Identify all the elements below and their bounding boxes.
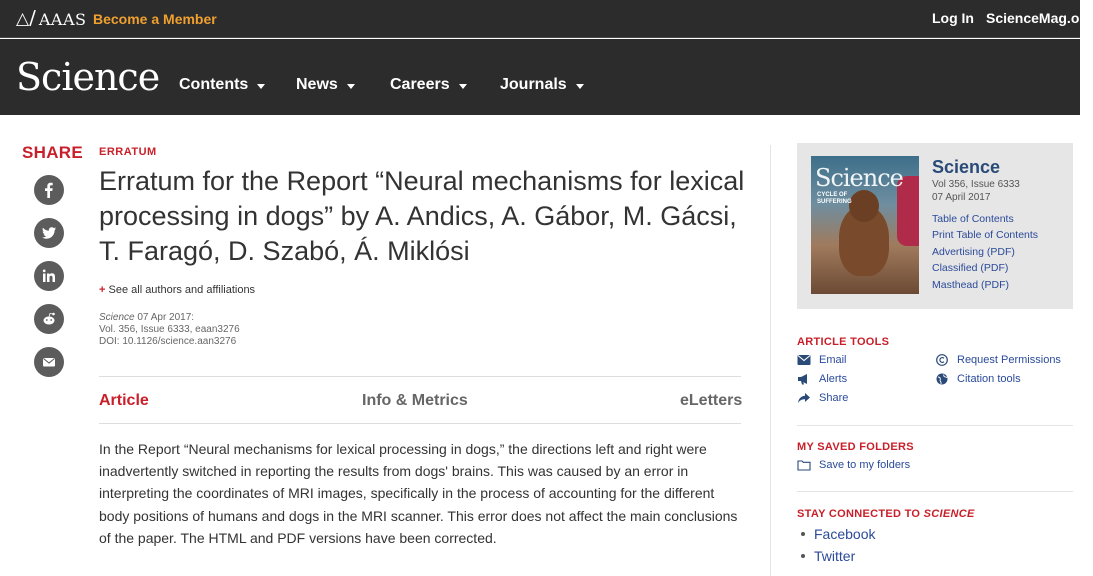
citation-doi: DOI: 10.1126/science.aan3276 — [99, 336, 237, 347]
share-reddit-button[interactable] — [34, 304, 64, 334]
twitter-icon — [41, 225, 57, 241]
tab-article[interactable]: Article — [99, 392, 149, 409]
citation-date: 07 Apr 2017: — [134, 312, 195, 323]
current-issue-box — [797, 143, 1073, 309]
social-facebook-link[interactable] — [801, 526, 875, 542]
plus-icon: + — [99, 284, 106, 296]
bullet-icon — [801, 554, 805, 558]
nav-contents-label: Contents — [179, 76, 249, 93]
column-divider — [770, 145, 771, 576]
issue-cover-image[interactable] — [811, 156, 919, 294]
linkedin-icon — [41, 268, 57, 284]
nav-news-label: News — [296, 76, 338, 93]
issue-journal-name[interactable]: Science — [932, 157, 1001, 177]
nav-journals[interactable] — [500, 76, 584, 94]
folder-icon — [797, 459, 811, 471]
article-body: In the Report “Neural mechanisms for lexical processing in dogs,” the directions left and right were inadvertently switched in reporting the results from dogs' brains. This was caused by an error in interpreting the coordinates of MRI images, specifically in the process of accounting for the different body positions of humans and dogs in the MRI scanner. This error does not affect the main conclusions of the paper. The HTML and PDF versions have been corrected. — [99, 441, 738, 546]
tool-alerts[interactable] — [797, 373, 847, 385]
nav-news[interactable] — [296, 76, 355, 94]
tab-eletters[interactable]: eLetters — [680, 392, 743, 409]
issue-print-toc-link[interactable]: Print Table of Contents — [932, 229, 1039, 241]
social-twitter-label: Twitter — [814, 548, 856, 564]
social-twitter-link[interactable] — [801, 548, 855, 564]
issue-masthead-link[interactable]: Masthead (PDF) — [932, 279, 1010, 291]
sciencemag-link[interactable]: ScienceMag.org — [986, 10, 1093, 26]
share-heading: SHARE — [22, 143, 84, 162]
facebook-icon — [41, 182, 57, 198]
issue-volume-info — [932, 178, 1020, 204]
article-type-label: ERRATUM — [99, 146, 157, 158]
share-twitter-button[interactable] — [34, 218, 64, 248]
share-email-button[interactable] — [34, 347, 64, 377]
saved-folders-heading: MY SAVED FOLDERS — [797, 441, 914, 453]
tool-email-label: Email — [819, 354, 847, 366]
tool-alerts-label: Alerts — [819, 373, 848, 385]
nav-journals-label: Journals — [500, 76, 567, 93]
issue-table-of-contents-link[interactable]: Table of Contents — [932, 213, 1014, 225]
issue-advertising-link[interactable]: Advertising (PDF) — [932, 246, 1015, 258]
main-nav — [0, 39, 1080, 115]
tool-citation[interactable] — [935, 373, 1021, 385]
article-tools-heading: ARTICLE TOOLS — [797, 336, 890, 348]
cover-headline-line-1: CYCLE OF — [817, 192, 848, 198]
email-icon — [41, 354, 57, 370]
article-title: Erratum for the Report “Neural mechanisms for lexical processing in dogs” by A. Andics, A. Gábor, M. Gácsi, T. Faragó, D. Szabó, Á. Miklósi — [99, 166, 745, 266]
envelope-icon — [797, 354, 811, 366]
copyright-icon — [935, 354, 949, 366]
social-facebook-label: Facebook — [814, 526, 876, 542]
nav-careers-label: Careers — [390, 76, 450, 93]
citation-journal: Science — [99, 312, 135, 323]
issue-volume: Vol 356, Issue 6333 — [932, 179, 1020, 190]
tool-email[interactable] — [797, 354, 847, 366]
top-bar — [0, 0, 1093, 38]
bullet-icon — [801, 532, 805, 536]
cover-logo: Science — [815, 164, 903, 192]
reddit-icon — [41, 311, 57, 327]
section-divider — [797, 425, 1073, 426]
globe-icon — [935, 373, 949, 385]
article-tabs — [99, 376, 741, 424]
chevron-down-icon — [257, 84, 265, 89]
cover-headline-line-2: SUFFERING — [817, 199, 852, 205]
stay-connected-heading — [797, 508, 975, 520]
tab-info-metrics[interactable]: Info & Metrics — [362, 392, 468, 409]
megaphone-icon — [797, 373, 811, 385]
save-to-folders-button[interactable] — [797, 459, 910, 471]
aaas-logo[interactable] — [16, 9, 86, 29]
stay-connected-prefix: STAY CONNECTED TO — [797, 508, 924, 520]
authors-affiliations-label: See all authors and affiliations — [108, 284, 256, 296]
share-linkedin-button[interactable] — [34, 261, 64, 291]
tool-request-permissions-label: Request Permissions — [957, 354, 1061, 366]
article-citation — [99, 312, 240, 348]
issue-date: 07 April 2017 — [932, 192, 991, 203]
stay-connected-brand: SCIENCE — [923, 508, 975, 520]
nav-contents[interactable] — [179, 76, 265, 94]
science-logo[interactable]: Science — [16, 55, 160, 99]
cover-headline — [817, 192, 852, 206]
section-divider — [797, 491, 1073, 492]
cover-figure-head — [849, 190, 879, 222]
tool-share-label: Share — [819, 392, 849, 404]
chevron-down-icon — [347, 84, 355, 89]
aaas-logo-mark-icon: △⧸ — [16, 9, 36, 29]
save-to-folders-label: Save to my folders — [819, 459, 911, 471]
chevron-down-icon — [576, 84, 584, 89]
login-link[interactable]: Log In — [932, 10, 974, 26]
tool-request-permissions[interactable] — [935, 354, 1061, 366]
aaas-logo-text: AAAS — [38, 9, 87, 29]
share-arrow-icon — [797, 392, 811, 404]
nav-careers[interactable] — [390, 76, 467, 94]
share-facebook-button[interactable] — [34, 175, 64, 205]
tool-share[interactable] — [797, 392, 848, 404]
become-member-link[interactable]: Become a Member — [93, 11, 217, 27]
citation-volume: Vol. 356, Issue 6333, eaan3276 — [99, 324, 240, 335]
issue-classified-link[interactable]: Classified (PDF) — [932, 262, 1009, 274]
chevron-down-icon — [459, 84, 467, 89]
tool-citation-label: Citation tools — [957, 373, 1021, 385]
authors-affiliations-link[interactable] — [99, 284, 255, 296]
